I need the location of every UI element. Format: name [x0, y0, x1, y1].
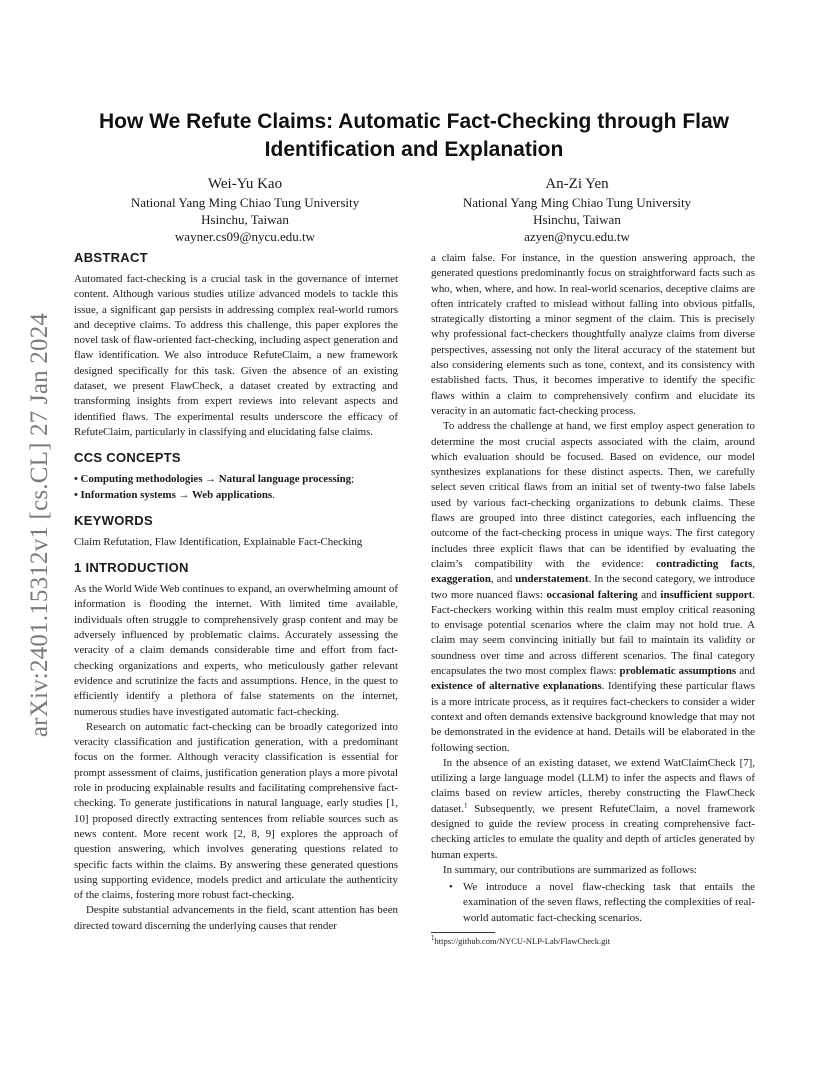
paragraph-text: In the absence of an existing dataset, we extend WatClaimCheck [7], utilizing a large language model (LLM) to infer the aspects and flaws of claims based on review articles, thereby constructing the FlawCheck dataset. — [431, 756, 755, 815]
ccs-item-label: • Computing methodologies → Natural language processing — [74, 473, 352, 486]
flaw-term: insufficient support — [660, 588, 753, 601]
author-affiliation: National Yang Ming Chiao Tung University — [462, 195, 692, 210]
keywords-heading: KEYWORDS — [74, 512, 153, 528]
ccs-heading: CCS CONCEPTS — [74, 450, 181, 466]
keywords-text: Claim Refutation, Flaw Identification, Explainable Fact-Checking — [74, 535, 363, 548]
author-email: azyen@nycu.edu.tw — [524, 229, 630, 244]
arxiv-identifier: arXiv:2401.15312v1 [cs.CL] 27 Jan 2024 — [26, 312, 53, 738]
footnote-marker: 1 — [463, 801, 468, 810]
author-location: Hsinchu, Taiwan — [533, 212, 621, 227]
intro-paragraph — [431, 756, 755, 863]
paper-title: How We Refute Claims: Automatic Fact-Checking through Flaw Identification and Explanation — [98, 110, 730, 161]
flaw-term: existence of alternative explanations — [431, 680, 602, 693]
flaws-text: and — [637, 588, 661, 601]
author-email: wayner.cs09@nycu.edu.tw — [174, 229, 316, 244]
abstract-text: Automated fact-checking is a crucial task in the governance of internet content. Although various studies utilize advanced models to tackle this issue, a significant gap persists in addressing complex real-world rumors and deceptive claims. To address this challenge, this paper explores the novel task of flaw-oriented fact-checking, including aspect generation and flaw identification. We also introduce RefuteClaim, a new framework designed specifically for this task. Given the absence of an existing dataset, we present FlawCheck, a dataset created by extracting and transforming insights from expert reviews into relevant aspects and identified flaws. The experimental results underscore the efficacy of RefuteClaim, particularly in classifying and elucidating false claims. — [74, 273, 398, 438]
intro-paragraph: As the World Wide Web continues to expand, an overwhelming amount of information is flooding the internet. With limited time available, individuals often struggle to comprehensively grasp content and may be adversely influenced by problematic claims. Accurately assessing the veracity of a claim demands considerable time and effort from fact-checking organizations and experts, who meticulously gather relevant evidence and scrutinize the facts and assumptions. Hence, in the quest to efficiently identify a plethora of false statements on the internet, numerous studies have investigated automatic fact-checking. — [74, 583, 398, 718]
ccs-item-punct: ; — [351, 473, 355, 486]
author-name: An-Zi Yen — [545, 176, 609, 192]
intro-paragraph: In summary, our contributions are summarized as follows: — [443, 863, 697, 876]
flaws-text: , and — [490, 573, 516, 586]
left-column — [74, 250, 398, 934]
flaws-text: , — [752, 557, 755, 570]
ccs-item — [74, 472, 398, 487]
flaws-text: To address the challenge at hand, we first employ aspect generation to determine the most crucial aspects associated with the claim, around which evaluation should be focused. Based on evidence, our model synthesizes explanations for these distinct aspects. Then, we carefully select seven critical flaws from an initial set of twenty-two false labels used by various fact-checking organizations to debunk claims. These flaws are grouped into three distinct categories, each influencing the outcome of the fact-checking process in unique ways. The first category includes three explicit flaws that can be identified by evaluating the claim’s compatibility with the evidence: — [431, 420, 755, 570]
abstract-heading: ABSTRACT — [74, 250, 148, 265]
list-item: • We introduce a novel flaw-checking task that entails the examination of the seven flaws, reflecting the complexities of real-world automatic fact-checking scenarios. — [463, 880, 755, 926]
flaw-term: understatement — [515, 573, 589, 586]
paragraph-text: Subsequently, we present RefuteClaim, a novel framework designed to guide the review process in creating comprehensive fact-checking articles to emulate the quality and depth of articles generated by human experts. — [431, 802, 755, 861]
right-column — [431, 251, 755, 947]
footnote-divider — [431, 932, 495, 933]
author-location: Hsinchu, Taiwan — [201, 212, 289, 227]
footnote-mark: 1 — [431, 934, 435, 943]
contribution-list — [431, 880, 755, 926]
flaw-term: contradicting facts — [655, 557, 753, 570]
flaws-text: and — [736, 665, 755, 678]
footnote — [431, 935, 755, 947]
intro-paragraph-flaws — [431, 419, 755, 756]
intro-paragraph: Research on automatic fact-checking can be broadly categorized into veracity classification and justification generation, with a predominant focus on the former. Although veracity classification is essential for prompt assessment of claims, justification generation plays a more pivotal role in producing explainable results and facilitating comprehensive fact-checking. To generate justifications in natural language, early studies [1, 10] proposed directly extracting sentences from reliable sources such as news content. More recent work [2, 8, 9] explores the approach of question answering, which involves generating questions related to specific facts within the claims. By answering these generated questions using supporting evidence, models predict and articulate the authenticity of the claims, fostering more robust fact-checking. — [74, 720, 398, 902]
flaw-term: problematic assumptions — [619, 665, 737, 678]
ccs-item — [74, 488, 398, 503]
author-affiliation: National Yang Ming Chiao Tung University — [130, 195, 360, 210]
footnote-link[interactable]: https://github.com/NYCU-NLP-Lab/FlawCheck.git — [434, 936, 611, 947]
flaws-text: . Fact-checkers working within this realm must employ critical reasoning to envisage potential scenarios where the claim may not hold true. A claim may seem convincing initially but fail to maintain its validity or soundness over time and across different scenarios. The final category encapsulates the two most complex flaws: — [431, 588, 755, 678]
arxiv-sidebar — [20, 290, 60, 760]
ccs-item-label: • Information systems → Web applications — [74, 488, 273, 501]
intro-paragraph-continued: a claim false. For instance, in the question answering approach, the generated questions predominantly focus on straightforward facts such as who, when, where, and how. In real-world scenarios, deceptive claims are often intricately crafted to mislead without falling into obvious pitfalls, strategically distorting a minor segment of the claim. This is precisely why professional fact-checkers thoughtfully analyze claims from diverse perspectives, assessing not only the literal accuracy of the statement but also considering elements such as tone, context, and its consistency with established facts. Thus, it becomes imperative to identify the specific flaws within a claim to comprehensively confirm and elucidate its veracity in an automatic fact-checking process. — [431, 252, 755, 417]
intro-paragraph: Despite substantial advancements in the field, scant attention has been directed toward discerning the underlying causes that render — [74, 904, 398, 932]
flaw-term: exaggeration — [431, 573, 491, 586]
flaw-term: occasional faltering — [546, 588, 638, 601]
author-name: Wei-Yu Kao — [207, 176, 283, 192]
author-block-1 — [108, 174, 382, 245]
ccs-item-punct: . — [272, 488, 275, 501]
intro-heading: 1 INTRODUCTION — [74, 560, 189, 576]
flaws-text: . Identifying these particular flaws is a more intricate process, as it requires fact-checkers to consider a wider context and often demands extensive background knowledge that may not be demonstrated in the evidence at hand. Details will be elaborated in the following section. — [431, 680, 755, 754]
flaws-text: . In the second category, we introduce two more nuanced flaws: — [431, 573, 755, 601]
author-block-2 — [440, 174, 714, 245]
